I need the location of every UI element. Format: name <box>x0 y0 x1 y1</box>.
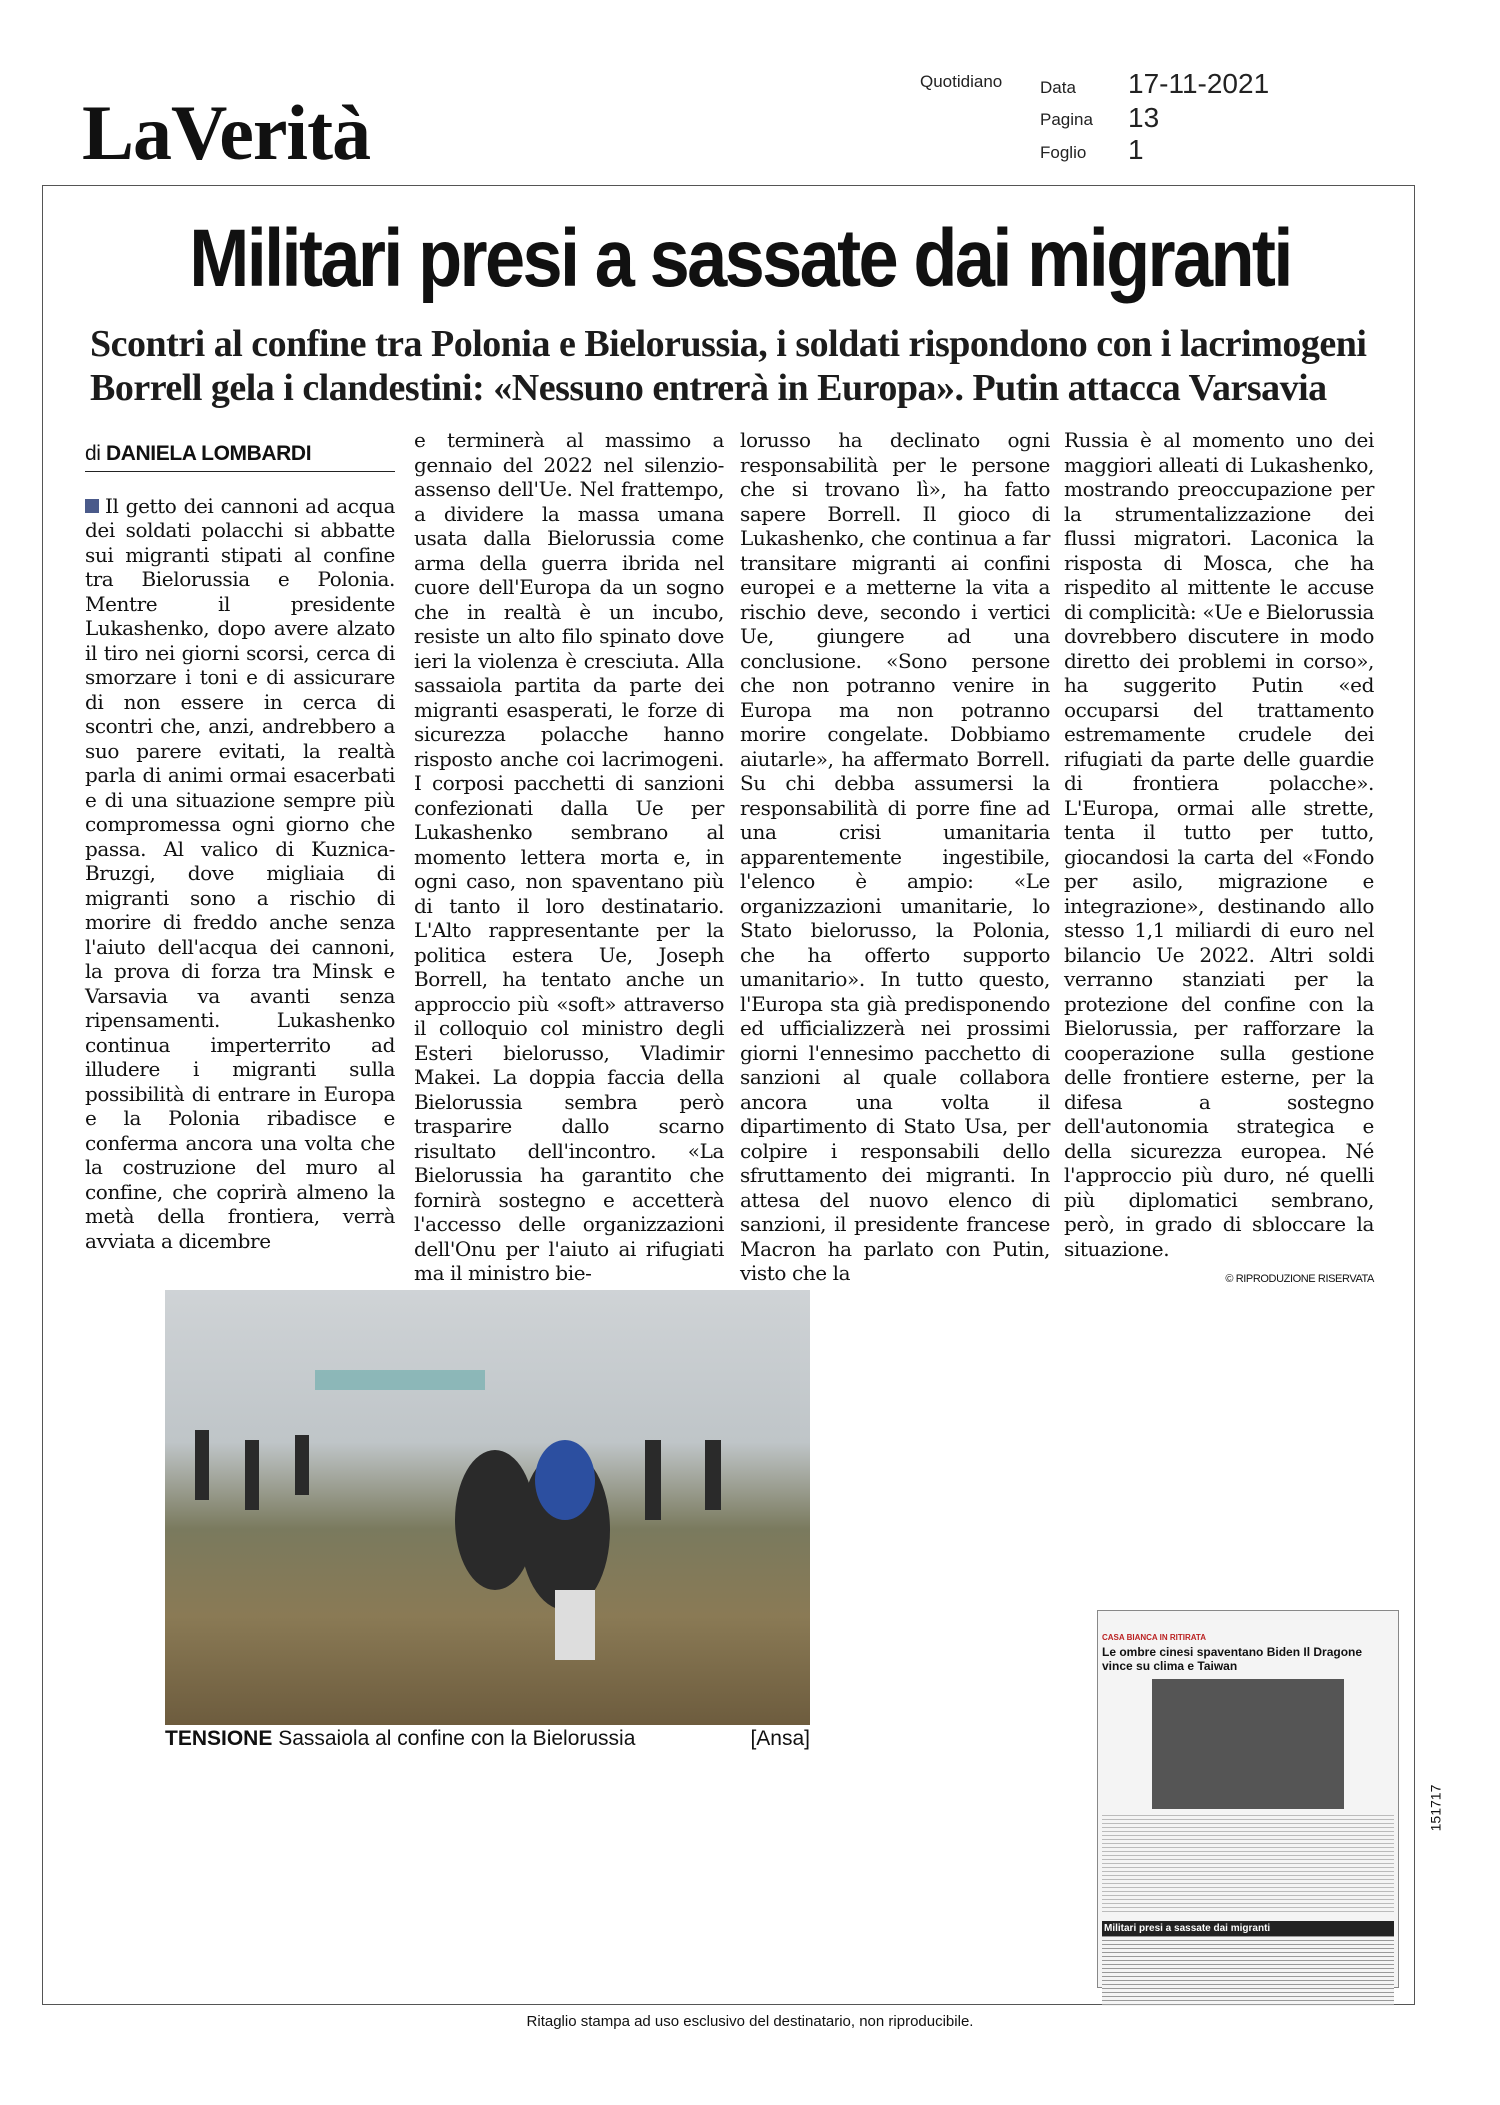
date-label: Data <box>1040 78 1076 97</box>
headline: Militari presi a sassate dai migranti <box>189 213 1291 304</box>
rights-notice: © RIPRODUZIONE RISERVATA <box>1225 1273 1374 1285</box>
subheadline-1: Scontri al confine tra Polonia e Bielorussia, i soldati rispondono con i lacrimogeni <box>90 323 1367 365</box>
photo-scene <box>165 1290 810 1725</box>
author: DANIELA LOMBARDI <box>105 442 312 465</box>
page-label: Pagina <box>1040 110 1093 129</box>
publication-type: Quotidiano <box>920 72 1003 91</box>
page-value: 13 <box>1128 102 1160 133</box>
date-value: 17-11-2021 <box>1128 68 1270 99</box>
footer-notice: Ritaglio stampa ad uso esclusivo del destinatario, non riproducibile. <box>526 2013 974 2030</box>
clipping-code: 151717 <box>1427 1784 1444 1832</box>
news-photo <box>165 1290 810 1725</box>
sheet-label: Foglio <box>1040 143 1087 162</box>
column-1-text: Il getto dei cannoni ad acqua dei soldati polacchi si abbatte sui migranti stipati al confine tra Bielorussia e Polonia. Mentre il presidente Lukashenko, dopo avere alzato il tiro nei giorni scorsi, cerca di smorzare i toni e di assicurare di non essere in cerca di scontri che, anzi, andrebbero a suo parere evitati, la realtà parla di animi ormai esacerbati e di una situazione sempre più compromessa ogni giorno che passa. Al valico di Kuznica-Bruzgi, dove migliaia di migranti sono a rischio di morire di freddo anche senza l'aiuto dell'acqua dei cannoni, la prova di forza tra Minsk e Varsavia va avanti senza ripensamenti. Lukashenko continua imperterrito ad illudere i migranti sulla possibilità di entrare in Europa e la Polonia ribadisce e conferma ancora una volta che la costruzione del muro al confine, che coprirà almeno la metà della frontiera, verrà avviata a dicembre <box>85 493 395 1253</box>
column-1 <box>85 432 395 1253</box>
photo-caption: TENSIONE Sassaiola al confine con la Bielorussia [Ansa] <box>165 1727 810 1750</box>
column-2: e terminerà al massimo a gennaio del 2022 nel silenzio-assenso dell'Ue. Nel frattempo, a dividere la massa umana usata dalla Bielorussia come arma della guerra ibrida nel cuore dell'Europa da un sogno che in realtà è un incubo, resiste un alto filo spinato dove ieri la violenza è cresciuta. Alla sassaiola partita da parte dei migranti esasperati, le forze di sicurezza polacche hanno risposto anche coi lacrimogeni. I corposi pacchetti di sanzioni confezionati dalla Ue per Lukashenko sembrano al momento lettera morta e, in ogni caso, non spaventano più di tanto il loro destinatario. L'Alto rappresentante per la politica estera Ue, Joseph Borrell, ha tentato anche un approccio più «soft» attraverso il colloquio col ministro degli Esteri bielorusso, Vladimir Makei. La doppia faccia della Bielorussia sembra però trasparire dallo scarno risultato dell'incontro. «La Bielorussia ha garantito che fornirà sostegno e accetterà l'accesso delle organizzazioni dell'Onu per l'aiuto ai rifugiati ma il ministro bie- <box>414 428 724 1285</box>
bullet-square-icon <box>85 499 99 513</box>
sheet-value: 1 <box>1128 134 1144 165</box>
newspaper-logo: LaVerità <box>82 89 371 176</box>
column-3: lorusso ha declinato ogni responsabilità per le persone che si trovano lì», ha fatto sapere Borrell. Il gioco di Lukashenko, che continua a far transitare migranti ai confini europei e a metterne la vita a rischio deve, secondo i vertici Ue, giungere ad una conclusione. «Sono persone che non potranno venire in Europa ma non potranno morire congelate. Dobbiamo aiutarle», ha affermato Borrell. Su chi debba assumersi la responsabilità di porre fine ad una crisi umanitaria apparentemente ingestibile, l'elenco è ampio: «Le organizzazioni umanitarie, lo Stato bielorusso, la Polonia, che ha offerto supporto umanitario». In tutto questo, l'Europa sta già predisponendo ed ufficializzerà nei prossimi giorni l'ennesimo pacchetto di sanzioni al quale collabora ancora una volta il dipartimento di Stato Usa, per colpire i responsabili dello sfruttamento dei migranti. In attesa del nuovo elenco di sanzioni, il presidente francese Macron ha parlato con Putin, visto che la <box>740 428 1050 1285</box>
subheadline-2: Borrell gela i clandestini: «Nessuno entrerà in Europa». Putin attacca Varsavia <box>90 367 1327 409</box>
photo-credit: [Ansa] <box>750 1727 810 1750</box>
column-4: Russia è al momento uno dei maggiori alleati di Lukashenko, mostrando preoccupazione per la strumentalizzazione dei flussi migratori. Laconica la risposta di Mosca, che ha rispedito al mittente le accuse di complicità: «Ue e Bielorussia dovrebbero discutere in modo diretto dei problemi in corso», ha suggerito Putin «ed occuparsi del trattamento estremamente crudele dei rifugiati da parte delle guardie di frontiera polacche». L'Europa, ormai alle strette, tenta il tutto per tutto, giocandosi la carta del «Fondo per asilo, migrazione e integrazione», destinando allo stesso 1,1 miliardi di euro nel bilancio Ue 2022. Altri soldi verranno stanziati per la protezione del confine con la Bielorussia, per rafforzare la cooperazione sulla gestione delle frontiere esterne, per la difesa a sostegno dell'autonomia strategica e della sicurezza europea. Né l'approccio più duro, né quelli più diplomatici sembrano, però, in grado di sbloccare la situazione. © RIPRODUZIONE RISERVATA <box>1064 428 1374 1292</box>
byline: di DANIELA LOMBARDI <box>85 442 395 472</box>
page-thumbnail: CASA BIANCA IN RITIRATA Le ombre cinesi spaventano Biden Il Dragone vince su clima e Taiwan Militari presi a sassate dai migranti <box>1097 1610 1399 1988</box>
